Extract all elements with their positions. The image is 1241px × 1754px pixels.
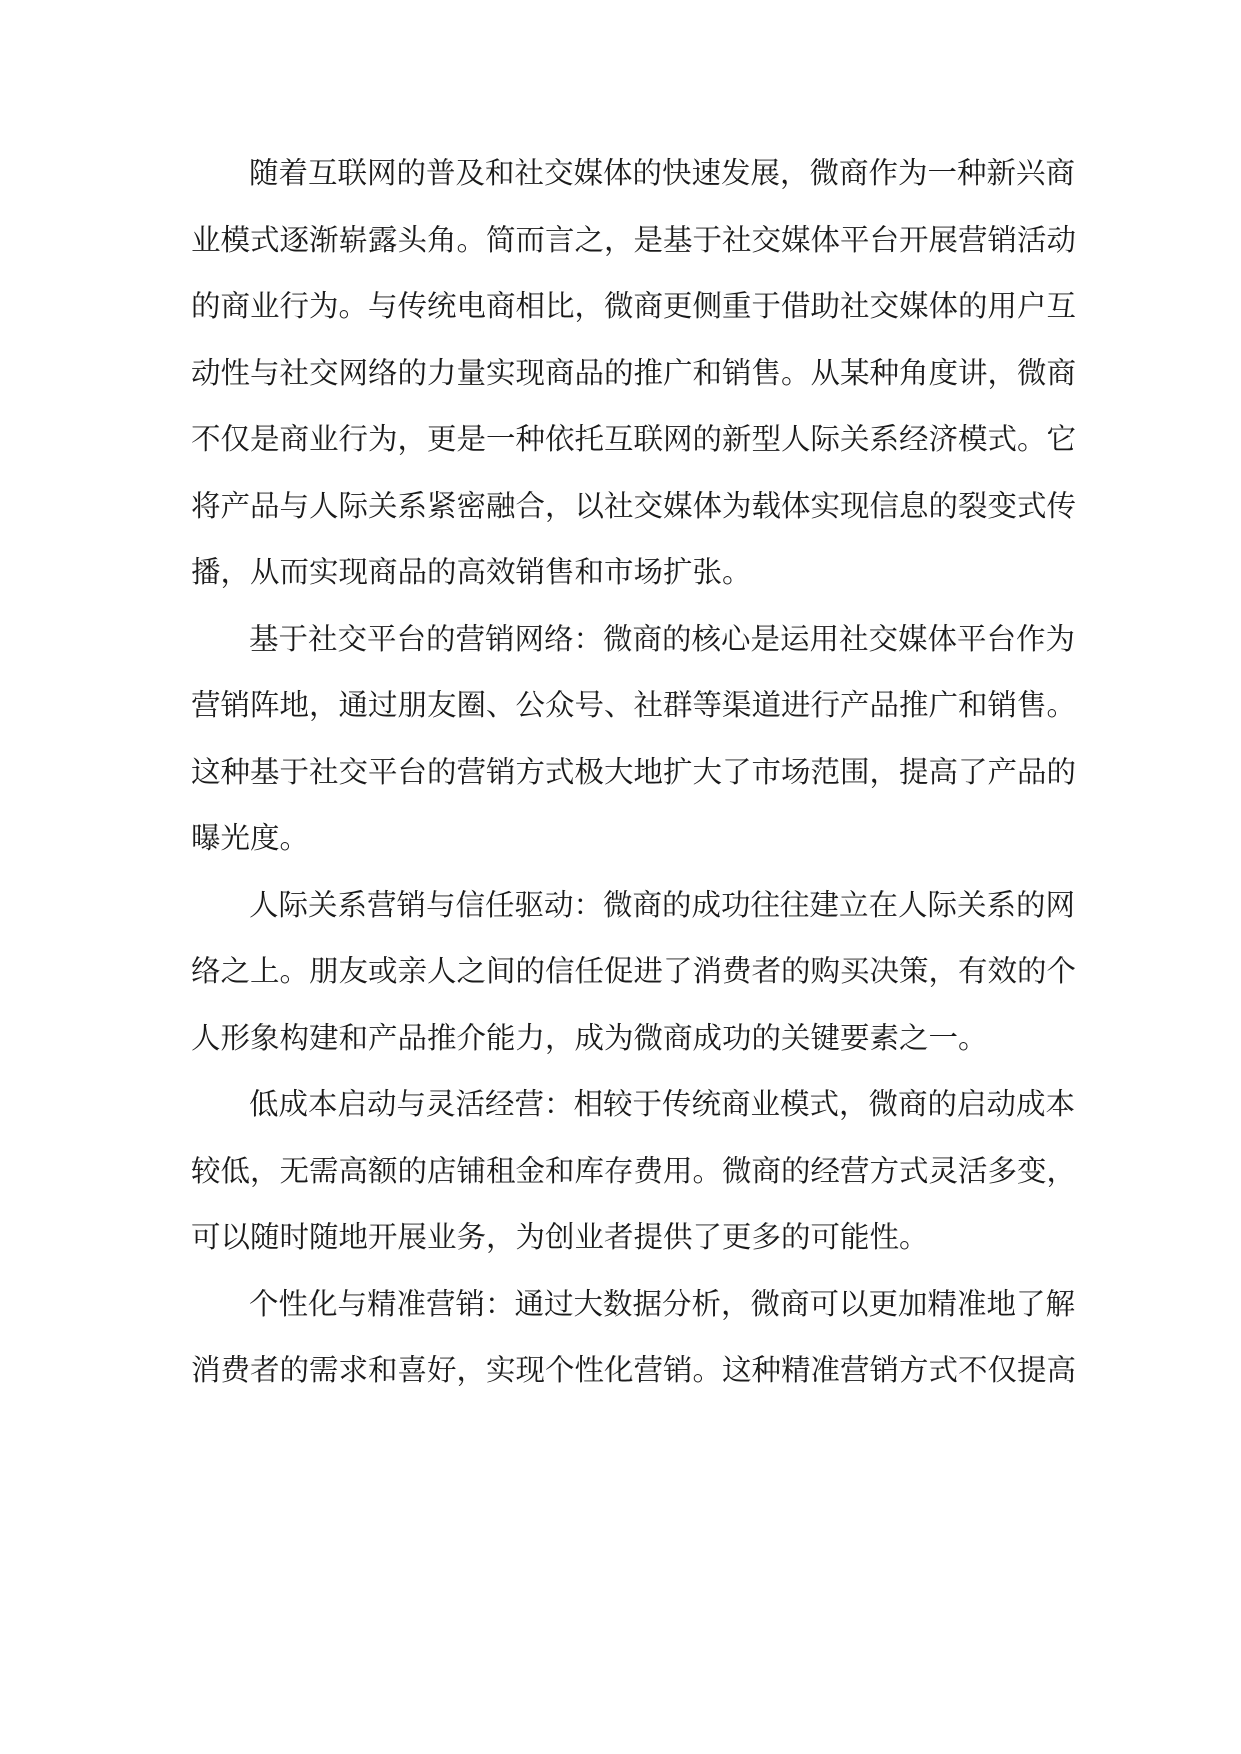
paragraph-2-line-2: 营销阵地，通过朋友圈、公众号、社群等渠道进行产品推广和销售。 <box>191 688 1077 722</box>
paragraph-3-line-3: 人形象构建和产品推介能力，成为微商成功的关键要素之一。 <box>191 1020 988 1055</box>
document-body <box>191 140 1077 1404</box>
paragraph-4-line-3: 可以随时随地开展业务，为创业者提供了更多的可能性。 <box>191 1220 929 1254</box>
paragraph-1-line-6: 将产品与人际关系紧密融合，以社交媒体为载体实现信息的裂变式传 <box>191 488 1077 523</box>
paragraph-5-line-1: 个性化与精准营销：通过大数据分析，微商可以更加精准地了解 <box>249 1286 1076 1321</box>
paragraph-1-line-1: 随着互联网的普及和社交媒体的快速发展，微商作为一种新兴商 <box>249 156 1076 190</box>
paragraph-1-line-4: 动性与社交网络的力量实现商品的推广和销售。从某种角度讲，微商 <box>191 355 1077 390</box>
paragraph-4-line-1: 低成本启动与灵活经营：相较于传统商业模式，微商的启动成本 <box>249 1087 1076 1121</box>
paragraph-1-line-2: 业模式逐渐崭露头角。简而言之，是基于社交媒体平台开展营销活动 <box>191 222 1077 257</box>
paragraph-2-line-3: 这种基于社交平台的营销方式极大地扩大了市场范围，提高了产品的 <box>191 754 1077 789</box>
paragraph-2-line-4: 曝光度。 <box>191 821 310 855</box>
paragraph-3-line-2: 络之上。朋友或亲人之间的信任促进了消费者的购买决策，有效的个 <box>191 954 1077 988</box>
paragraph-2-line-1: 基于社交平台的营销网络：微商的核心是运用社交媒体平台作为 <box>249 621 1076 656</box>
paragraph-1-line-7: 播，从而实现商品的高效销售和市场扩张。 <box>191 555 752 589</box>
paragraph-4-line-2: 较低，无需高额的店铺租金和库存费用。微商的经营方式灵活多变， <box>191 1153 1077 1188</box>
paragraph-1-line-5: 不仅是商业行为，更是一种依托互联网的新型人际关系经济模式。它 <box>191 422 1077 456</box>
paragraph-3-line-1: 人际关系营销与信任驱动：微商的成功往往建立在人际关系的网 <box>249 887 1076 922</box>
paragraph-1-line-3: 的商业行为。与传统电商相比，微商更侧重于借助社交媒体的用户互 <box>191 289 1077 323</box>
paragraph-5-line-2: 消费者的需求和喜好，实现个性化营销。这种精准营销方式不仅提高 <box>191 1353 1077 1387</box>
